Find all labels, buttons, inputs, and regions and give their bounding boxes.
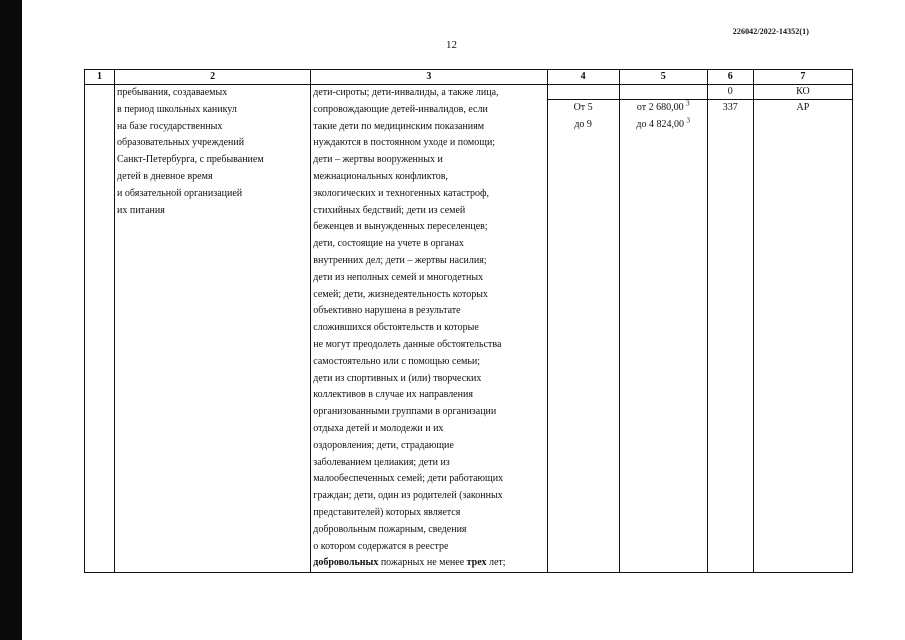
col3-line: объективно нарушена в результате bbox=[313, 305, 461, 317]
col3-line: сложившихся обстоятельств и которые bbox=[313, 322, 479, 334]
price-to: до 4 824,00 $^3$ bbox=[636, 116, 691, 130]
col7-top-value: КО bbox=[754, 85, 852, 100]
col3-line: стихийных бедствий; дети из семей bbox=[313, 204, 466, 216]
col6-value: 337 bbox=[722, 102, 738, 113]
col3-line: коллективов в случае их направления bbox=[313, 389, 473, 401]
col3-line: представителей) которых является bbox=[313, 506, 461, 518]
cell-col2 bbox=[115, 85, 311, 573]
col6-top-value: 0 bbox=[708, 85, 753, 100]
age-to: до 9 bbox=[574, 118, 592, 130]
col3-line: беженцев и вынужденных переселенцев; bbox=[313, 221, 488, 233]
col3-line: межнациональных конфликтов, bbox=[313, 170, 448, 182]
cell-col5-top bbox=[620, 85, 707, 100]
page-number: 12 bbox=[446, 39, 457, 51]
col3-line: дети из спортивных и (или) творческих bbox=[313, 372, 482, 384]
col3-last-line: добровольных пожарных не менее трех лет; bbox=[313, 557, 506, 569]
column-header: 5 bbox=[619, 70, 707, 85]
column-header: 2 bbox=[115, 70, 311, 85]
column-header: 6 bbox=[707, 70, 753, 85]
column-header: 7 bbox=[753, 70, 852, 85]
scan-edge bbox=[0, 0, 22, 640]
col3-line: дети из неполных семей и многодетных bbox=[313, 271, 484, 283]
col3-line: добровольным пожарным, сведения bbox=[313, 523, 467, 535]
column-header: 3 bbox=[311, 70, 547, 85]
cell-col4 bbox=[547, 85, 619, 573]
col3-line: нуждаются в постоянном уходе и помощи; bbox=[313, 137, 496, 149]
col2-line: пребывания, создаваемых bbox=[117, 87, 228, 98]
col7-value: АР bbox=[796, 102, 810, 113]
col3-line: граждан; дети, один из родителей (законных bbox=[313, 490, 503, 502]
document-code: 226042/2022-14352(1) bbox=[732, 27, 809, 36]
col3-line: отдыха детей и молодежи и их bbox=[313, 422, 444, 434]
header-row bbox=[85, 70, 853, 85]
col3-line: дети-сироты; дети-инвалиды, а также лица, bbox=[313, 87, 499, 98]
cell-col7 bbox=[753, 85, 852, 573]
col2-line: Санкт-Петербурга, с пребыванием bbox=[117, 154, 264, 166]
col3-line: дети, состоящие на учете в органах bbox=[313, 238, 464, 250]
cell-col5 bbox=[619, 85, 707, 573]
age-from: От 5 bbox=[573, 102, 593, 113]
col3-line: не могут преодолеть данные обстоятельства bbox=[313, 338, 502, 350]
column-header: 1 bbox=[85, 70, 115, 85]
col3-line: такие дети по медицинским показаниям bbox=[313, 120, 485, 132]
tariff-table bbox=[84, 69, 853, 573]
col2-line: в период школьных каникул bbox=[117, 103, 237, 115]
col3-line: о котором содержатся в реестре bbox=[313, 540, 449, 552]
col3-line: малообеспеченных семей; дети работающих bbox=[313, 473, 504, 485]
col3-line: экологических и техногенных катастроф, bbox=[313, 187, 490, 199]
cell-col4-top bbox=[548, 85, 619, 100]
col2-line: детей в дневное время bbox=[117, 170, 213, 182]
col2-line: их питания bbox=[117, 204, 165, 216]
cell-col3 bbox=[311, 85, 547, 573]
cell-col6 bbox=[707, 85, 753, 573]
col3-line: внутренних дел; дети – жертвы насилия; bbox=[313, 254, 487, 266]
col3-line: семей; дети, жизнедеятельность которых bbox=[313, 288, 488, 300]
col3-line: дети – жертвы вооруженных и bbox=[313, 154, 443, 166]
col3-line: организованными группами в организации bbox=[313, 406, 497, 418]
price-from: от 2 680,00 $^3$ bbox=[636, 99, 690, 113]
col2-line: образовательных учреждений bbox=[117, 137, 245, 149]
col3-line: заболеванием целиакия; дети из bbox=[313, 456, 450, 468]
col3-line: сопровождающие детей-инвалидов, если bbox=[313, 103, 488, 115]
col3-line: оздоровления; дети, страдающие bbox=[313, 439, 454, 451]
column-header: 4 bbox=[547, 70, 619, 85]
col2-line: и обязательной организацией bbox=[117, 187, 243, 199]
col3-line: самостоятельно или с помощью семьи; bbox=[313, 355, 481, 367]
table-row bbox=[85, 85, 853, 573]
col2-line: на базе государственных bbox=[117, 120, 223, 132]
cell-col1 bbox=[85, 85, 115, 573]
